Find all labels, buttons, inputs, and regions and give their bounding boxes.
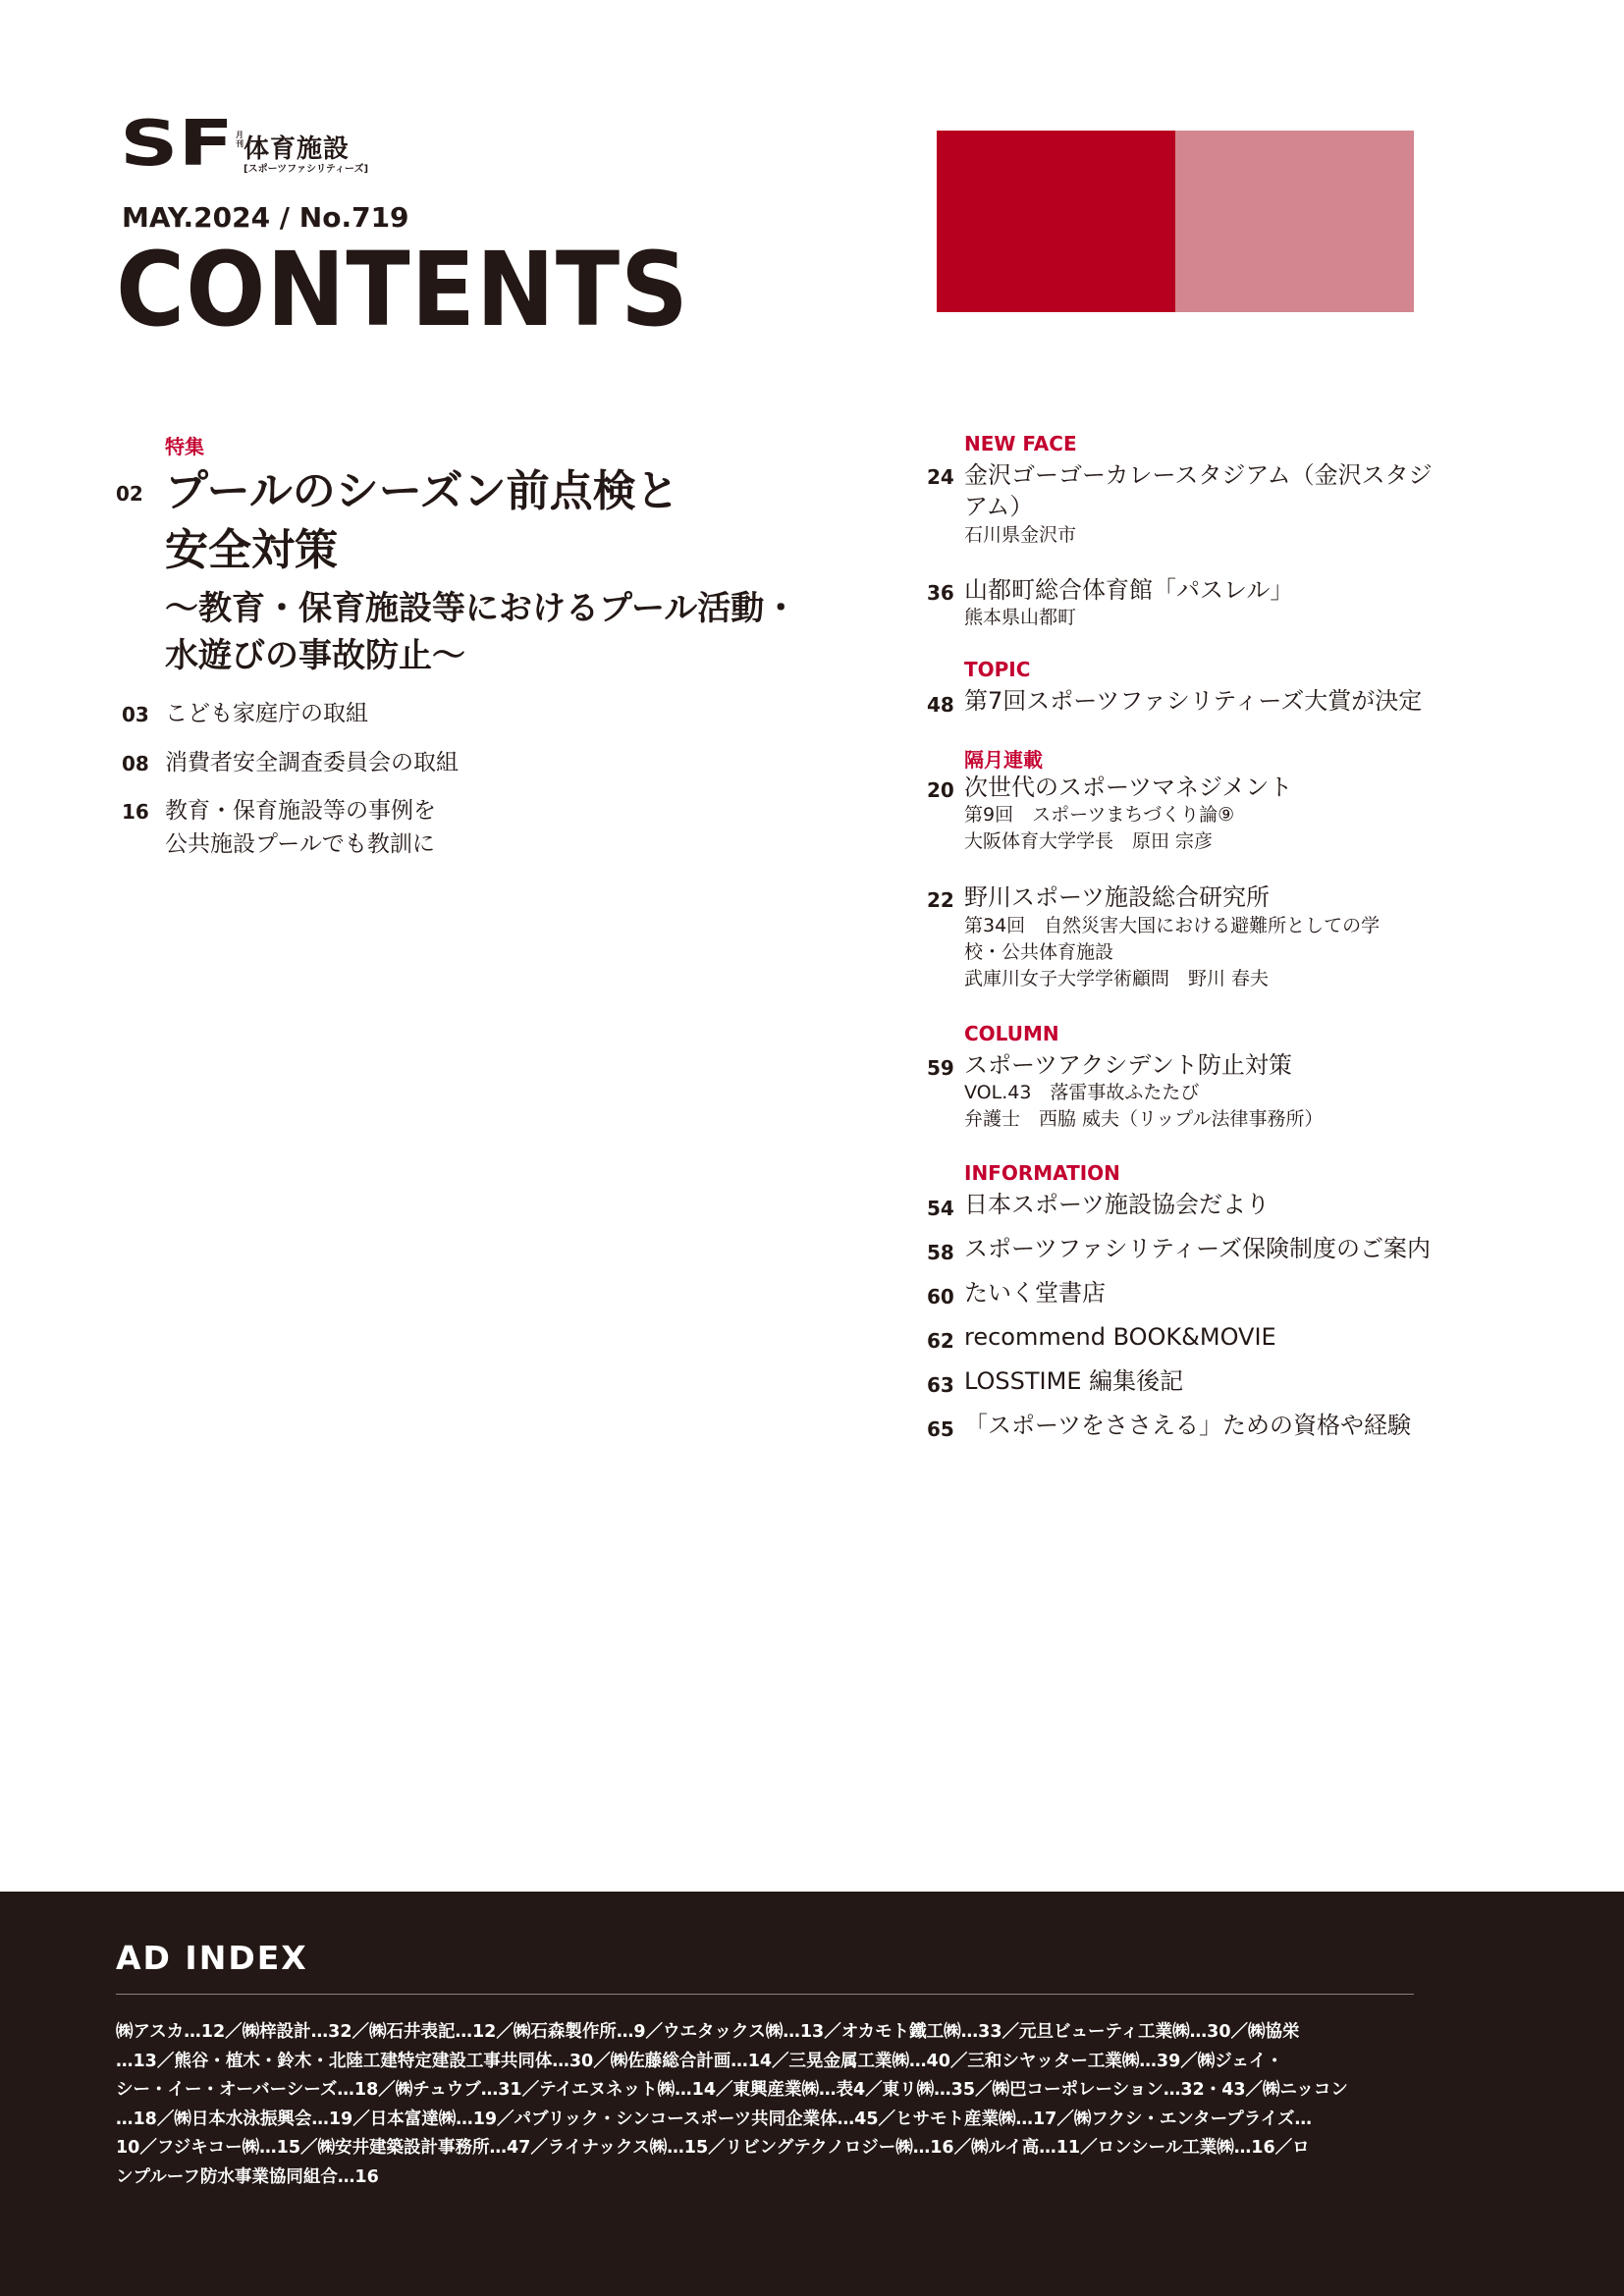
ad-index-line: …13／熊谷・植木・鈴木・北陸工建特定建設工事共同体…30／㈱佐藤総合計画…14／三晃金属工業㈱…40／三和シヤッター工業㈱…39／㈱ジェイ・ bbox=[116, 2051, 1283, 2071]
item-number: 48 bbox=[927, 693, 954, 717]
ad-index-list bbox=[116, 2018, 1414, 2192]
section-category-column: COLUMN bbox=[964, 1022, 1059, 1045]
item-title[interactable]: LOSSTIME 編集後記 bbox=[964, 1367, 1184, 1395]
ad-index-divider bbox=[116, 1994, 1414, 1995]
item-subtitle: 校・公共体育施設 bbox=[964, 941, 1114, 963]
item-number: 20 bbox=[927, 778, 954, 802]
feature-title-line2[interactable]: 安全対策 bbox=[165, 525, 338, 575]
feature-subtitle-line1: ～教育・保育施設等におけるプール活動・ bbox=[165, 589, 798, 628]
item-title[interactable]: アム） bbox=[964, 493, 1034, 520]
item-number: 65 bbox=[927, 1417, 954, 1441]
item-author: 弁護士 西脇 威夫（リップル法律事務所） bbox=[964, 1108, 1324, 1130]
section-category-topic: TOPIC bbox=[964, 658, 1031, 681]
item-title[interactable]: 日本スポーツ施設協会だより bbox=[964, 1191, 1271, 1218]
item-author: 大阪体育大学学長 原田 宗彦 bbox=[964, 830, 1214, 852]
ad-index-line: 10／フジキコー㈱…15／㈱安井建築設計事務所…47／ライナックス㈱…15／リビングテクノロジー㈱…16／㈱ルイ高…11／ロンシール工業㈱…16／ロ bbox=[116, 2138, 1310, 2158]
logo-vertical-label: 月刊 bbox=[236, 131, 244, 148]
item-number: 24 bbox=[927, 465, 954, 489]
logo-title: 体育施設 bbox=[244, 134, 351, 164]
page-title: CONTENTS bbox=[116, 230, 689, 349]
item-title[interactable]: recommend BOOK&MOVIE bbox=[964, 1323, 1276, 1351]
accent-block-dark bbox=[937, 131, 1175, 312]
issue-label: MAY.2024 / No.719 bbox=[122, 201, 409, 234]
section-category-series: 隔月連載 bbox=[964, 748, 1043, 772]
item-number: 22 bbox=[927, 888, 954, 912]
feature-item-title[interactable]: 消費者安全調査委員会の取組 bbox=[165, 750, 459, 775]
feature-subtitle-line2: 水遊びの事故防止～ bbox=[165, 636, 465, 675]
ad-index-line: …18／㈱日本水泳振興会…19／日本富達㈱…19／パブリック・シンコースポーツ共同企業体…45／ヒサモト産業㈱…17／㈱フクシ・エンタープライズ… bbox=[116, 2109, 1313, 2129]
item-subtitle: 石川県金沢市 bbox=[964, 524, 1077, 546]
item-subtitle: VOL.43 落雷事故ふたたび bbox=[964, 1082, 1200, 1103]
item-number: 58 bbox=[927, 1241, 954, 1264]
item-title[interactable]: 野川スポーツ施設総合研究所 bbox=[964, 883, 1271, 911]
section-category-information: INFORMATION bbox=[964, 1161, 1120, 1185]
item-number: 63 bbox=[927, 1373, 954, 1397]
section-category-new-face: NEW FACE bbox=[964, 432, 1077, 455]
item-title[interactable]: 第7回スポーツファシリティーズ大賞が決定 bbox=[964, 687, 1423, 715]
feature-item-number: 03 bbox=[122, 703, 149, 726]
feature-item-title[interactable]: 教育・保育施設等の事例を bbox=[165, 798, 436, 824]
item-title[interactable]: スポーツアクシデント防止対策 bbox=[964, 1051, 1292, 1079]
feature-title-line1[interactable]: プールのシーズン前点検と bbox=[165, 466, 679, 516]
ad-index-line: シー・イー・オーバーシーズ…18／㈱チュウブ…31／テイエヌネット㈱…14／東興産業㈱…表4／東リ㈱…35／㈱巴コーポレーション…32・43／㈱ニッコン bbox=[116, 2080, 1348, 2100]
item-title[interactable]: スポーツファシリティーズ保険制度のご案内 bbox=[964, 1235, 1431, 1262]
ad-index-line: ンプルーフ防水事業協同組合…16 bbox=[116, 2166, 379, 2187]
item-subtitle: 熊本県山都町 bbox=[964, 607, 1077, 628]
item-subtitle: 第9回 スポーツまちづくり論⑨ bbox=[964, 804, 1235, 826]
ad-index-title: AD INDEX bbox=[116, 1939, 308, 1977]
feature-item-number: 16 bbox=[122, 800, 149, 824]
item-author: 武庫川女子大学学術顧問 野川 春夫 bbox=[964, 968, 1270, 989]
item-title[interactable]: 山都町総合体育館「パスレル」 bbox=[964, 576, 1294, 604]
feature-category: 特集 bbox=[165, 435, 204, 458]
item-number: 59 bbox=[927, 1056, 954, 1080]
feature-number[interactable]: 02 bbox=[116, 482, 143, 506]
item-title[interactable]: 「スポーツをささえる」ための資格や経験 bbox=[964, 1412, 1412, 1439]
feature-item-title[interactable]: こども家庭庁の取組 bbox=[165, 701, 368, 726]
ad-index-line: ㈱アスカ…12／㈱梓設計…32／㈱石井表記…12／㈱石森製作所…9／ウエタックス㈱…13／オカモト鐵工㈱…33／元旦ビューティ工業㈱…30／㈱協栄 bbox=[116, 2022, 1300, 2042]
logo-subtitle: [スポーツファシリティーズ] bbox=[244, 164, 369, 175]
feature-item-title[interactable]: 公共施設プールでも教訓に bbox=[165, 831, 435, 857]
item-subtitle: 第34回 自然災害大国における避難所としての学 bbox=[964, 915, 1380, 936]
svg-text:SF: SF bbox=[120, 116, 234, 167]
feature-item-number: 08 bbox=[122, 752, 149, 775]
item-title[interactable]: 金沢ゴーゴーカレースタジアム（金沢スタジ bbox=[964, 461, 1433, 489]
item-number: 54 bbox=[927, 1197, 954, 1220]
accent-block-light bbox=[1175, 131, 1414, 312]
item-number: 36 bbox=[927, 581, 954, 605]
item-number: 60 bbox=[927, 1285, 954, 1308]
sf-logo-mark bbox=[120, 116, 236, 167]
item-number: 62 bbox=[927, 1329, 954, 1353]
item-title[interactable]: たいく堂書店 bbox=[964, 1279, 1106, 1307]
item-title[interactable]: 次世代のスポーツマネジメント bbox=[964, 774, 1293, 801]
